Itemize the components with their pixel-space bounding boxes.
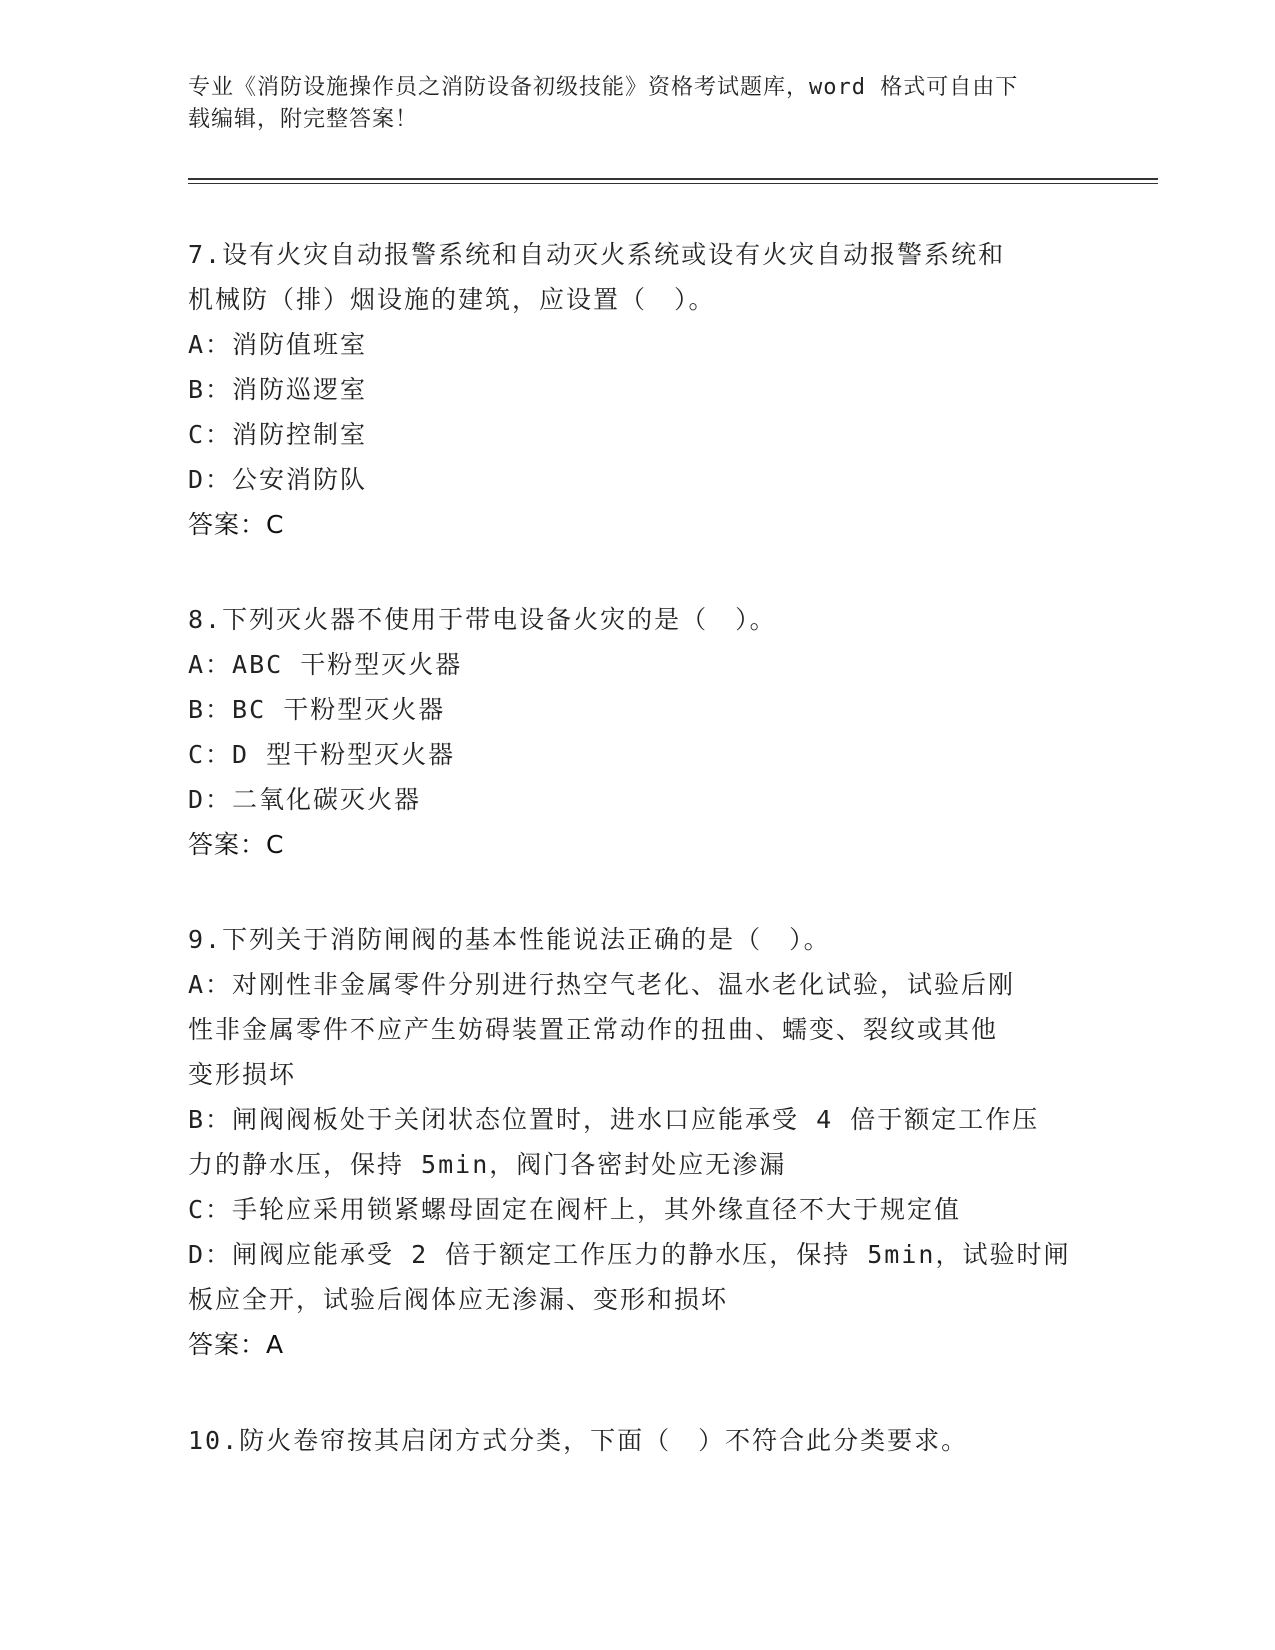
question-stem-line: 机械防（排）烟设施的建筑，应设置（ ）。 — [188, 285, 716, 314]
question-7 — [188, 232, 1088, 547]
option-b-line-1: B：闸阀阀板处于关闭状态位置时，进水口应能承受 4 倍于额定工作压 — [188, 1105, 1040, 1134]
option-a-line-1: A：对刚性非金属零件分别进行热空气老化、温水老化试验，试验后刚 — [188, 970, 1016, 999]
option-d-line-1: D：闸阀应能承受 2 倍于额定工作压力的静水压，保持 5min，试验时闸 — [188, 1240, 1071, 1269]
question-stem-line: 7.设有火灾自动报警系统和自动灭火系统或设有火灾自动报警系统和 — [188, 240, 1006, 269]
option-a-line-2: 性非金属零件不应产生妨碍装置正常动作的扭曲、蠕变、裂纹或其他 — [188, 1015, 999, 1044]
option-b-line-2: 力的静水压，保持 5min，阀门各密封处应无渗漏 — [188, 1150, 787, 1179]
option-c: C：手轮应采用锁紧螺母固定在阀杆上，其外缘直径不大于规定值 — [188, 1195, 962, 1224]
option-c: C：D 型干粉型灭火器 — [188, 740, 456, 769]
question-stem-line: 8.下列灭火器不使用于带电设备火灾的是（ ）。 — [188, 605, 777, 634]
question-stem-line: 10.防火卷帘按其启闭方式分类，下面（ ）不符合此分类要求。 — [188, 1426, 969, 1455]
question-stem-line: 9.下列关于消防闸阀的基本性能说法正确的是（ ）。 — [188, 925, 831, 954]
answer: 答案：A — [188, 1330, 285, 1359]
answer: 答案：C — [188, 510, 285, 539]
question-8 — [188, 597, 1088, 867]
header-line-2: 载编辑，附完整答案！ — [188, 107, 419, 132]
option-c: C：消防控制室 — [188, 420, 368, 449]
header-divider — [188, 178, 1158, 184]
header-line-1: 专业《消防设施操作员之消防设备初级技能》资格考试题库，word 格式可自由下 — [188, 75, 1019, 100]
option-d: D：公安消防队 — [188, 465, 368, 494]
option-b: B：消防巡逻室 — [188, 375, 368, 404]
option-d: D：二氧化碳灭火器 — [188, 785, 422, 814]
option-d-line-2: 板应全开，试验后阀体应无渗漏、变形和损坏 — [188, 1285, 729, 1314]
option-a: A：ABC 干粉型灭火器 — [188, 650, 463, 679]
option-b: B：BC 干粉型灭火器 — [188, 695, 446, 724]
option-a-line-3: 变形损坏 — [188, 1060, 297, 1089]
option-a: A：消防值班室 — [188, 330, 368, 359]
answer: 答案：C — [188, 830, 285, 859]
question-9 — [188, 917, 1088, 1367]
document-header — [188, 72, 1088, 136]
question-10 — [188, 1418, 1088, 1463]
